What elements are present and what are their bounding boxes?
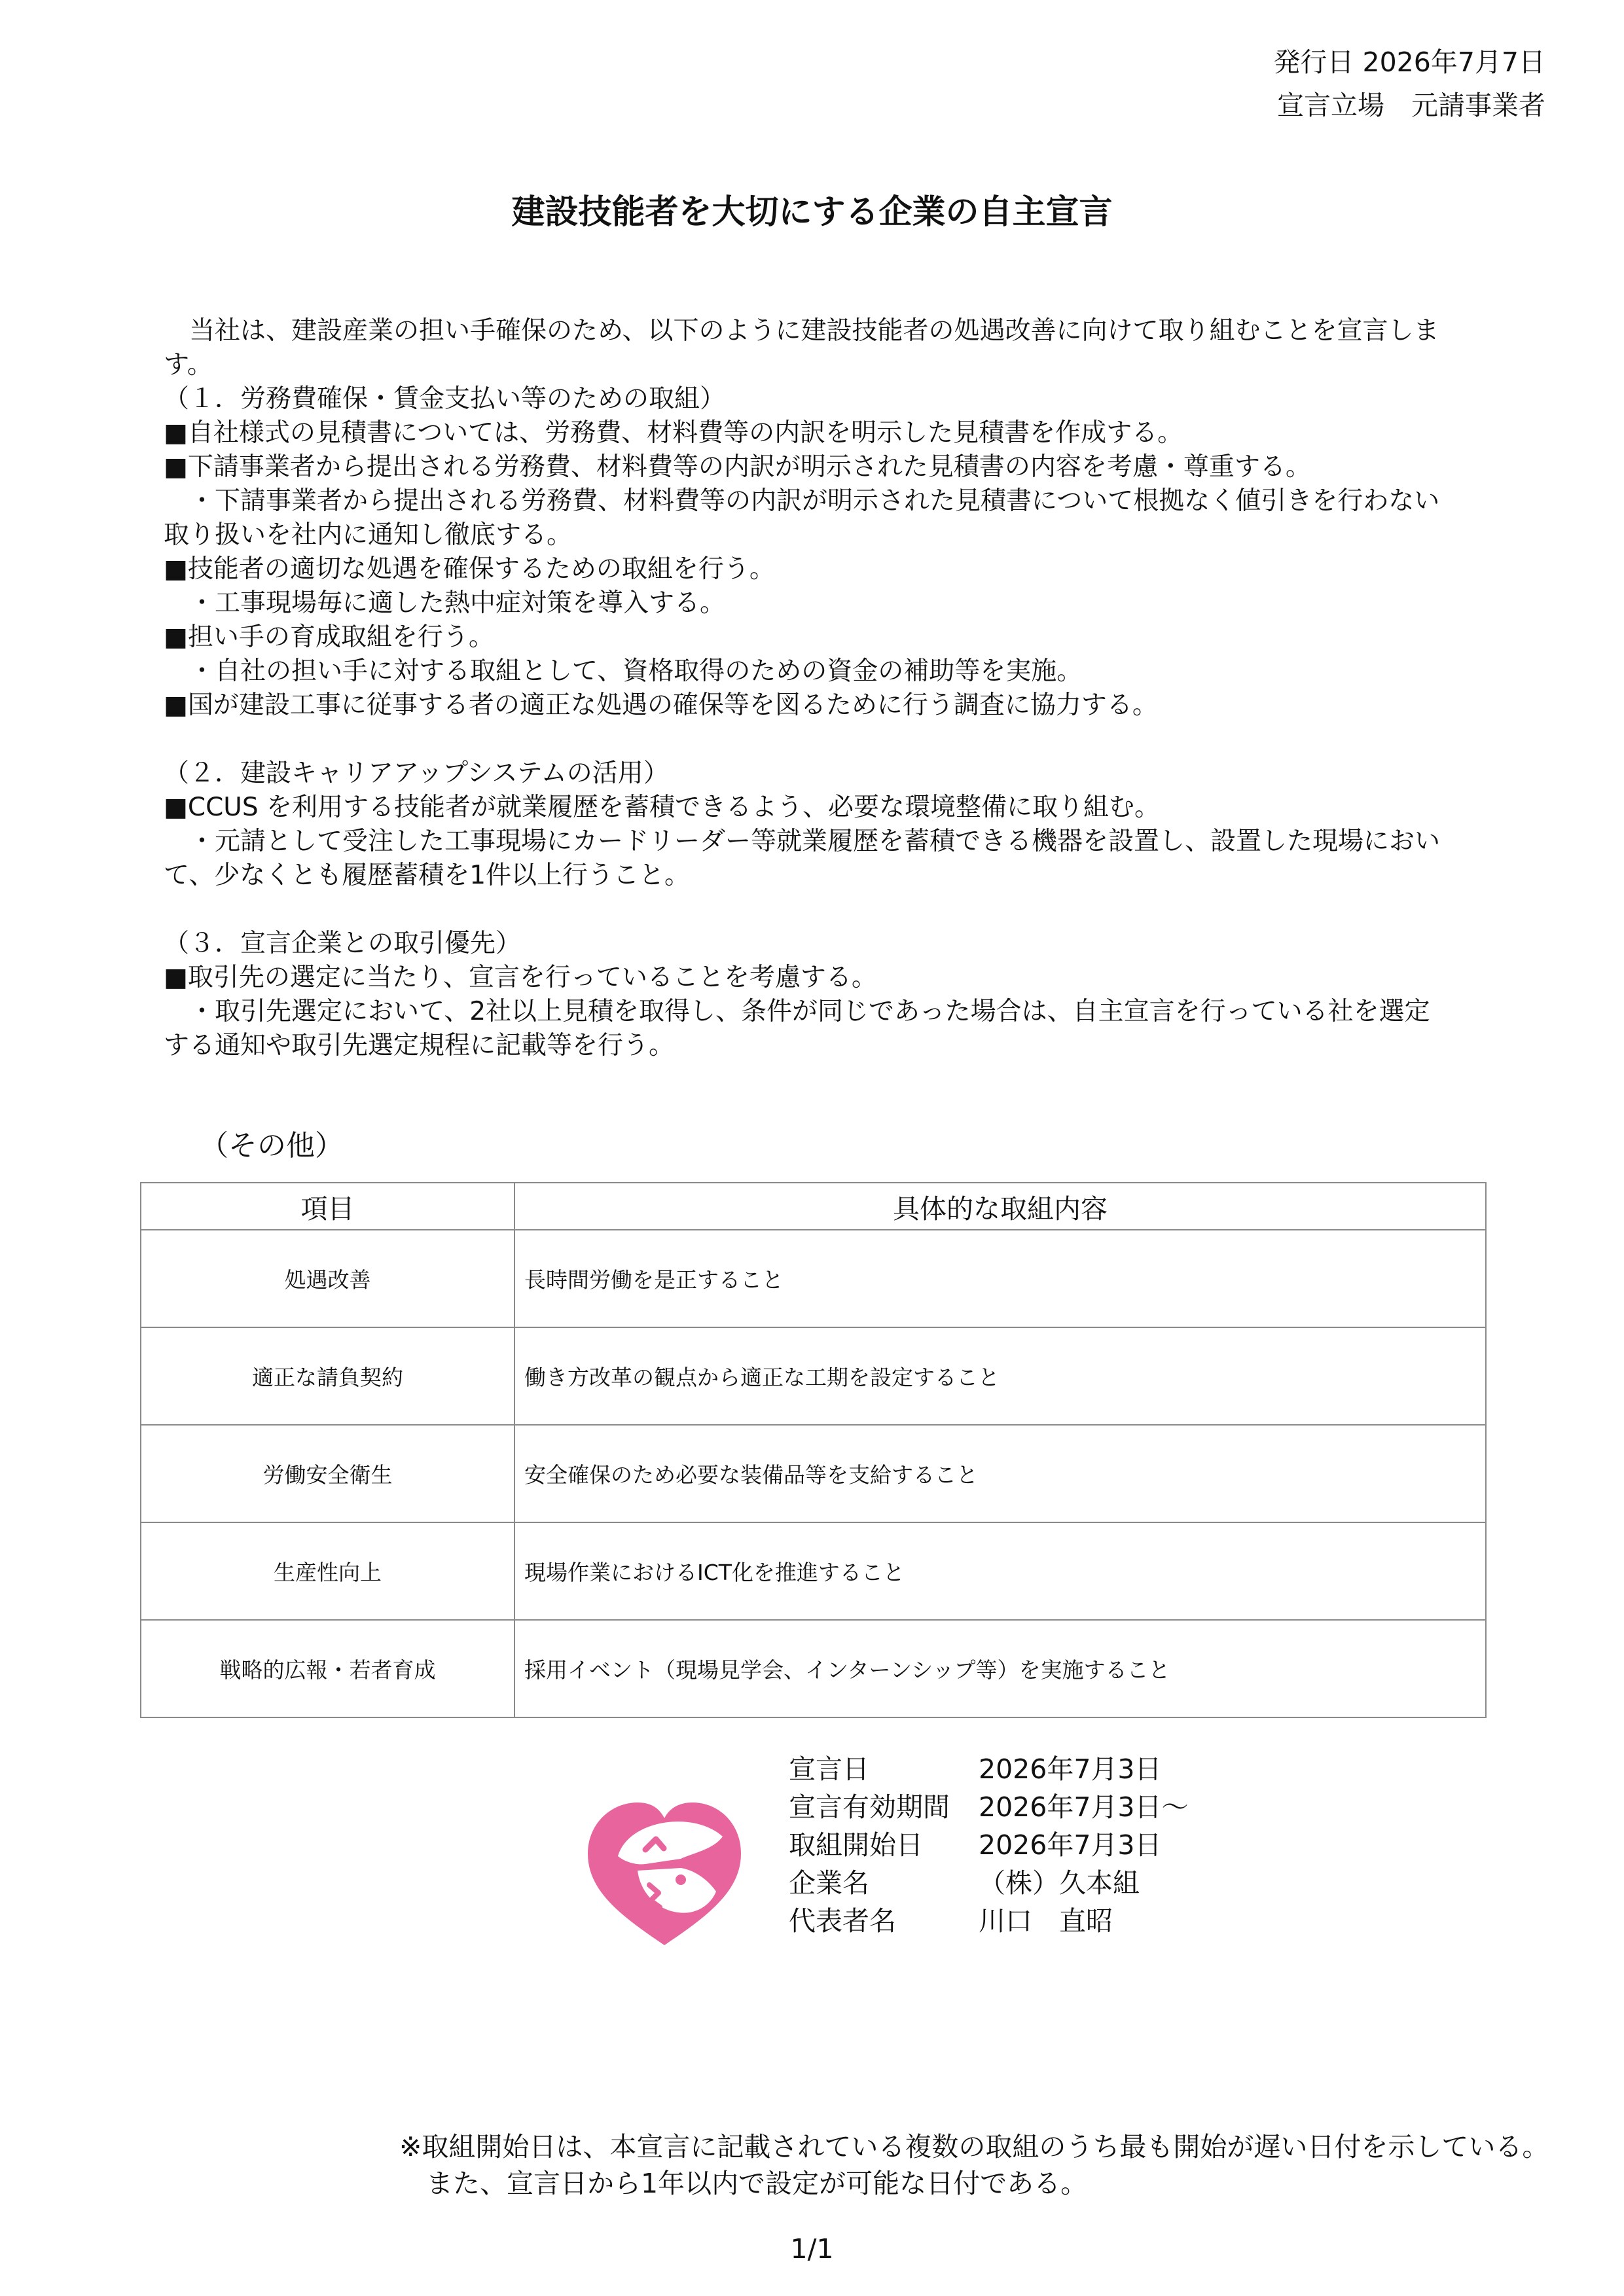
list-item: ■技能者の適切な処遇を確保するための取組を行う。	[164, 554, 775, 584]
footnote	[399, 2128, 1549, 2202]
table-cell-content: 安全確保のため必要な装備品等を支給すること	[514, 1425, 1486, 1522]
table-cell-item: 生産性向上	[141, 1522, 514, 1620]
declaration-row	[789, 1750, 1189, 1788]
list-item: ■担い手の育成取組を行う。	[164, 622, 494, 652]
list-subitem: ・取引先選定において、2社以上見積を取得し、条件が同じであった場合は、自主宣言を行っている社を選定する通知や取引先選定規程に記載等を行う。	[164, 997, 1430, 1060]
table-row	[141, 1620, 1486, 1717]
footnote-line: また、宣言日から1年以内で設定が可能な日付である。	[399, 2168, 1088, 2199]
declaration-label: 代表者名	[789, 1905, 896, 1937]
column-header-item: 項目	[141, 1183, 514, 1230]
declaration-row	[789, 1826, 1189, 1864]
section-heading: （１．労務費確保・賃金支払い等のための取組）	[164, 384, 726, 414]
list-item: ■自社様式の見積書については、労務費、材料費等の内訳を明示した見積書を作成する。	[164, 418, 1183, 448]
declaration-row	[789, 1864, 1189, 1902]
spacer	[164, 893, 1447, 927]
intro-paragraph: 当社は、建設産業の担い手確保のため、以下のように建設技能者の処遇改善に向けて取り組むことを宣言します。	[164, 316, 1439, 380]
list-subitem: ・元請として受注した工事現場にカードリーダー等就業履歴を蓄積できる機器を設置し、設置した現場において、少なくとも履歴蓄積を1件以上行うこと。	[164, 827, 1441, 890]
issue-date: 発行日 2026年7月7日	[1273, 46, 1545, 78]
declaration-label: 取組開始日	[789, 1829, 923, 1861]
list-item: ■CCUS を利用する技能者が就業履歴を蓄積できるよう、必要な環境整備に取り組む。	[164, 793, 1161, 822]
list-item: ■取引先の選定に当たり、宣言を行っていることを考慮する。	[164, 963, 877, 992]
list-subitem: ・自社の担い手に対する取組として、資格取得のための資金の補助等を実施。	[164, 656, 1083, 686]
declaration-label: 宣言有効期間	[789, 1791, 950, 1823]
table-row	[141, 1425, 1486, 1522]
spacer	[164, 723, 1447, 757]
section-heading: （３．宣言企業との取引優先）	[164, 929, 522, 958]
declaration-info	[789, 1750, 1189, 1940]
table-row	[141, 1230, 1486, 1327]
list-subitem: ・工事現場毎に適した熱中症対策を導入する。	[164, 588, 726, 618]
column-header-content: 具体的な取組内容	[514, 1183, 1486, 1230]
table-cell-content: 採用イベント（現場見学会、インターンシップ等）を実施すること	[514, 1620, 1486, 1717]
declaration-body	[164, 314, 1447, 1063]
list-subitem: ・下請事業者から提出される労務費、材料費等の内訳が明示された見積書について根拠なく値引きを行わない取り扱いを社内に通知し徹底する。	[164, 486, 1440, 550]
declaration-row	[789, 1902, 1189, 1940]
table-cell-content: 現場作業におけるICT化を推進すること	[514, 1522, 1486, 1620]
declaration-value: 2026年7月3日	[979, 1753, 1162, 1785]
declaration-value: （株）久本組	[979, 1867, 1140, 1899]
heart-worker-logo-icon	[583, 1793, 746, 1950]
table-row	[141, 1327, 1486, 1425]
document-title: 建設技能者を大切にする企業の自主宣言	[511, 193, 1113, 232]
section-heading: （２．建設キャリアアップシステムの活用）	[164, 759, 669, 788]
table-cell-content: 働き方改革の観点から適正な工期を設定すること	[514, 1327, 1486, 1425]
footnote-line: ※取組開始日は、本宣言に記載されている複数の取組のうち最も開始が遅い日付を示している。	[399, 2131, 1549, 2162]
list-item: ■下請事業者から提出される労務費、材料費等の内訳が明示された見積書の内容を考慮・尊重する。	[164, 452, 1311, 482]
declaration-value: 2026年7月3日～	[979, 1791, 1189, 1823]
table-row	[141, 1522, 1486, 1620]
table-cell-item: 処遇改善	[141, 1230, 514, 1327]
table-cell-item: 適正な請負契約	[141, 1327, 514, 1425]
table-cell-item: 労働安全衛生	[141, 1425, 514, 1522]
other-measures-table	[140, 1182, 1487, 1718]
list-item: ■国が建設工事に従事する者の適正な処遇の確保等を図るために行う調査に協力する。	[164, 691, 1158, 720]
declaration-label: 企業名	[789, 1867, 869, 1899]
declaration-value: 川口 直昭	[979, 1905, 1113, 1937]
table-cell-content: 長時間労働を是正すること	[514, 1230, 1486, 1327]
declaration-position: 宣言立場 元請事業者	[1277, 90, 1545, 121]
page-number: 1/1	[790, 2233, 834, 2265]
table-header-row	[141, 1183, 1486, 1230]
declaration-row	[789, 1788, 1189, 1826]
other-heading: （その他）	[200, 1129, 344, 1162]
declaration-label: 宣言日	[789, 1753, 869, 1785]
table-cell-item: 戦略的広報・若者育成	[141, 1620, 514, 1717]
declaration-value: 2026年7月3日	[979, 1829, 1162, 1861]
